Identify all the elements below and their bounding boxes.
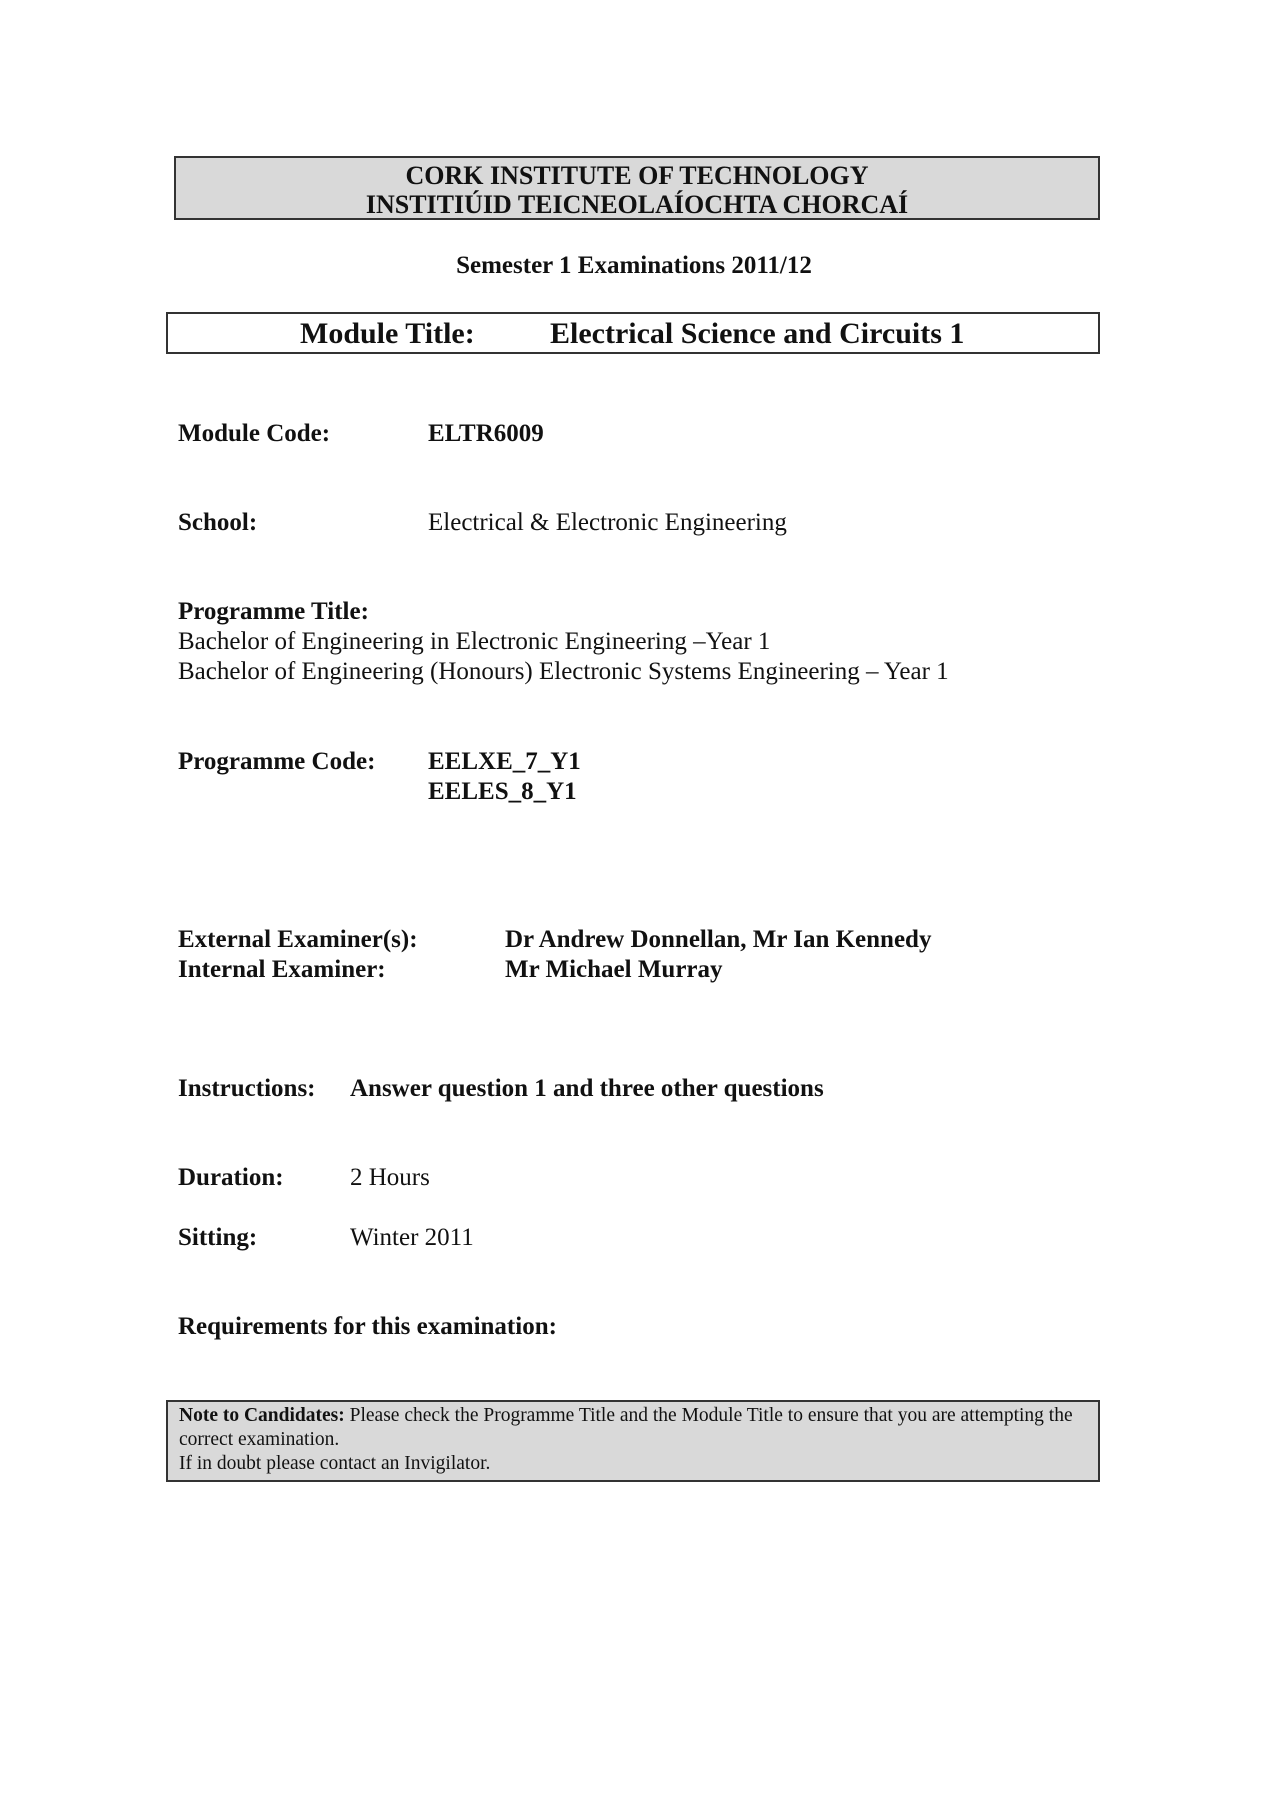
institution-name-irish: INSTITIÚID TEICNEOLAÍOCHTA CHORCAÍ [365, 190, 909, 219]
instructions-value: Answer question 1 and three other questions [350, 1075, 824, 1102]
module-title-box [166, 312, 1100, 354]
note-label: Note to Candidates: [179, 1405, 345, 1426]
programme-code-value-2: EELES_8_Y1 [428, 778, 577, 805]
note-text: Please check the Programme Title and the Module Title to ensure that you are attempting the correct examination. [179, 1405, 1073, 1450]
requirements-label: Requirements for this examination: [178, 1313, 557, 1340]
institution-header [174, 156, 1100, 220]
sitting-value: Winter 2011 [350, 1224, 474, 1251]
module-code-label: Module Code: [178, 420, 331, 447]
school-value: Electrical & Electronic Engineering [428, 509, 787, 536]
school-label: School: [178, 509, 258, 536]
external-examiner-value: Dr Andrew Donnellan, Mr Ian Kennedy [505, 926, 932, 953]
module-code-value: ELTR6009 [428, 420, 544, 447]
programme-title-line-2: Bachelor of Engineering (Honours) Electronic Systems Engineering – Year 1 [178, 658, 949, 685]
external-examiner-label: External Examiner(s): [178, 926, 418, 953]
duration-value: 2 Hours [350, 1164, 430, 1191]
internal-examiner-label: Internal Examiner: [178, 956, 386, 983]
duration-label: Duration: [178, 1164, 284, 1191]
note-line-2: If in doubt please contact an Invigilator. [179, 1453, 491, 1474]
note-to-candidates-box [166, 1400, 1100, 1482]
module-title-value: Electrical Science and Circuits 1 [550, 317, 965, 350]
module-title-label: Module Title: [300, 317, 475, 350]
sitting-label: Sitting: [178, 1224, 258, 1251]
programme-code-value-1: EELXE_7_Y1 [428, 748, 581, 775]
instructions-label: Instructions: [178, 1075, 316, 1102]
internal-examiner-value: Mr Michael Murray [505, 956, 723, 983]
semester-heading: Semester 1 Examinations 2011/12 [456, 252, 812, 279]
institution-name-english: CORK INSTITUTE OF TECHNOLOGY [405, 161, 869, 190]
programme-code-label: Programme Code: [178, 748, 376, 775]
programme-title-label: Programme Title: [178, 598, 369, 625]
programme-title-line-1: Bachelor of Engineering in Electronic Engineering –Year 1 [178, 628, 771, 655]
